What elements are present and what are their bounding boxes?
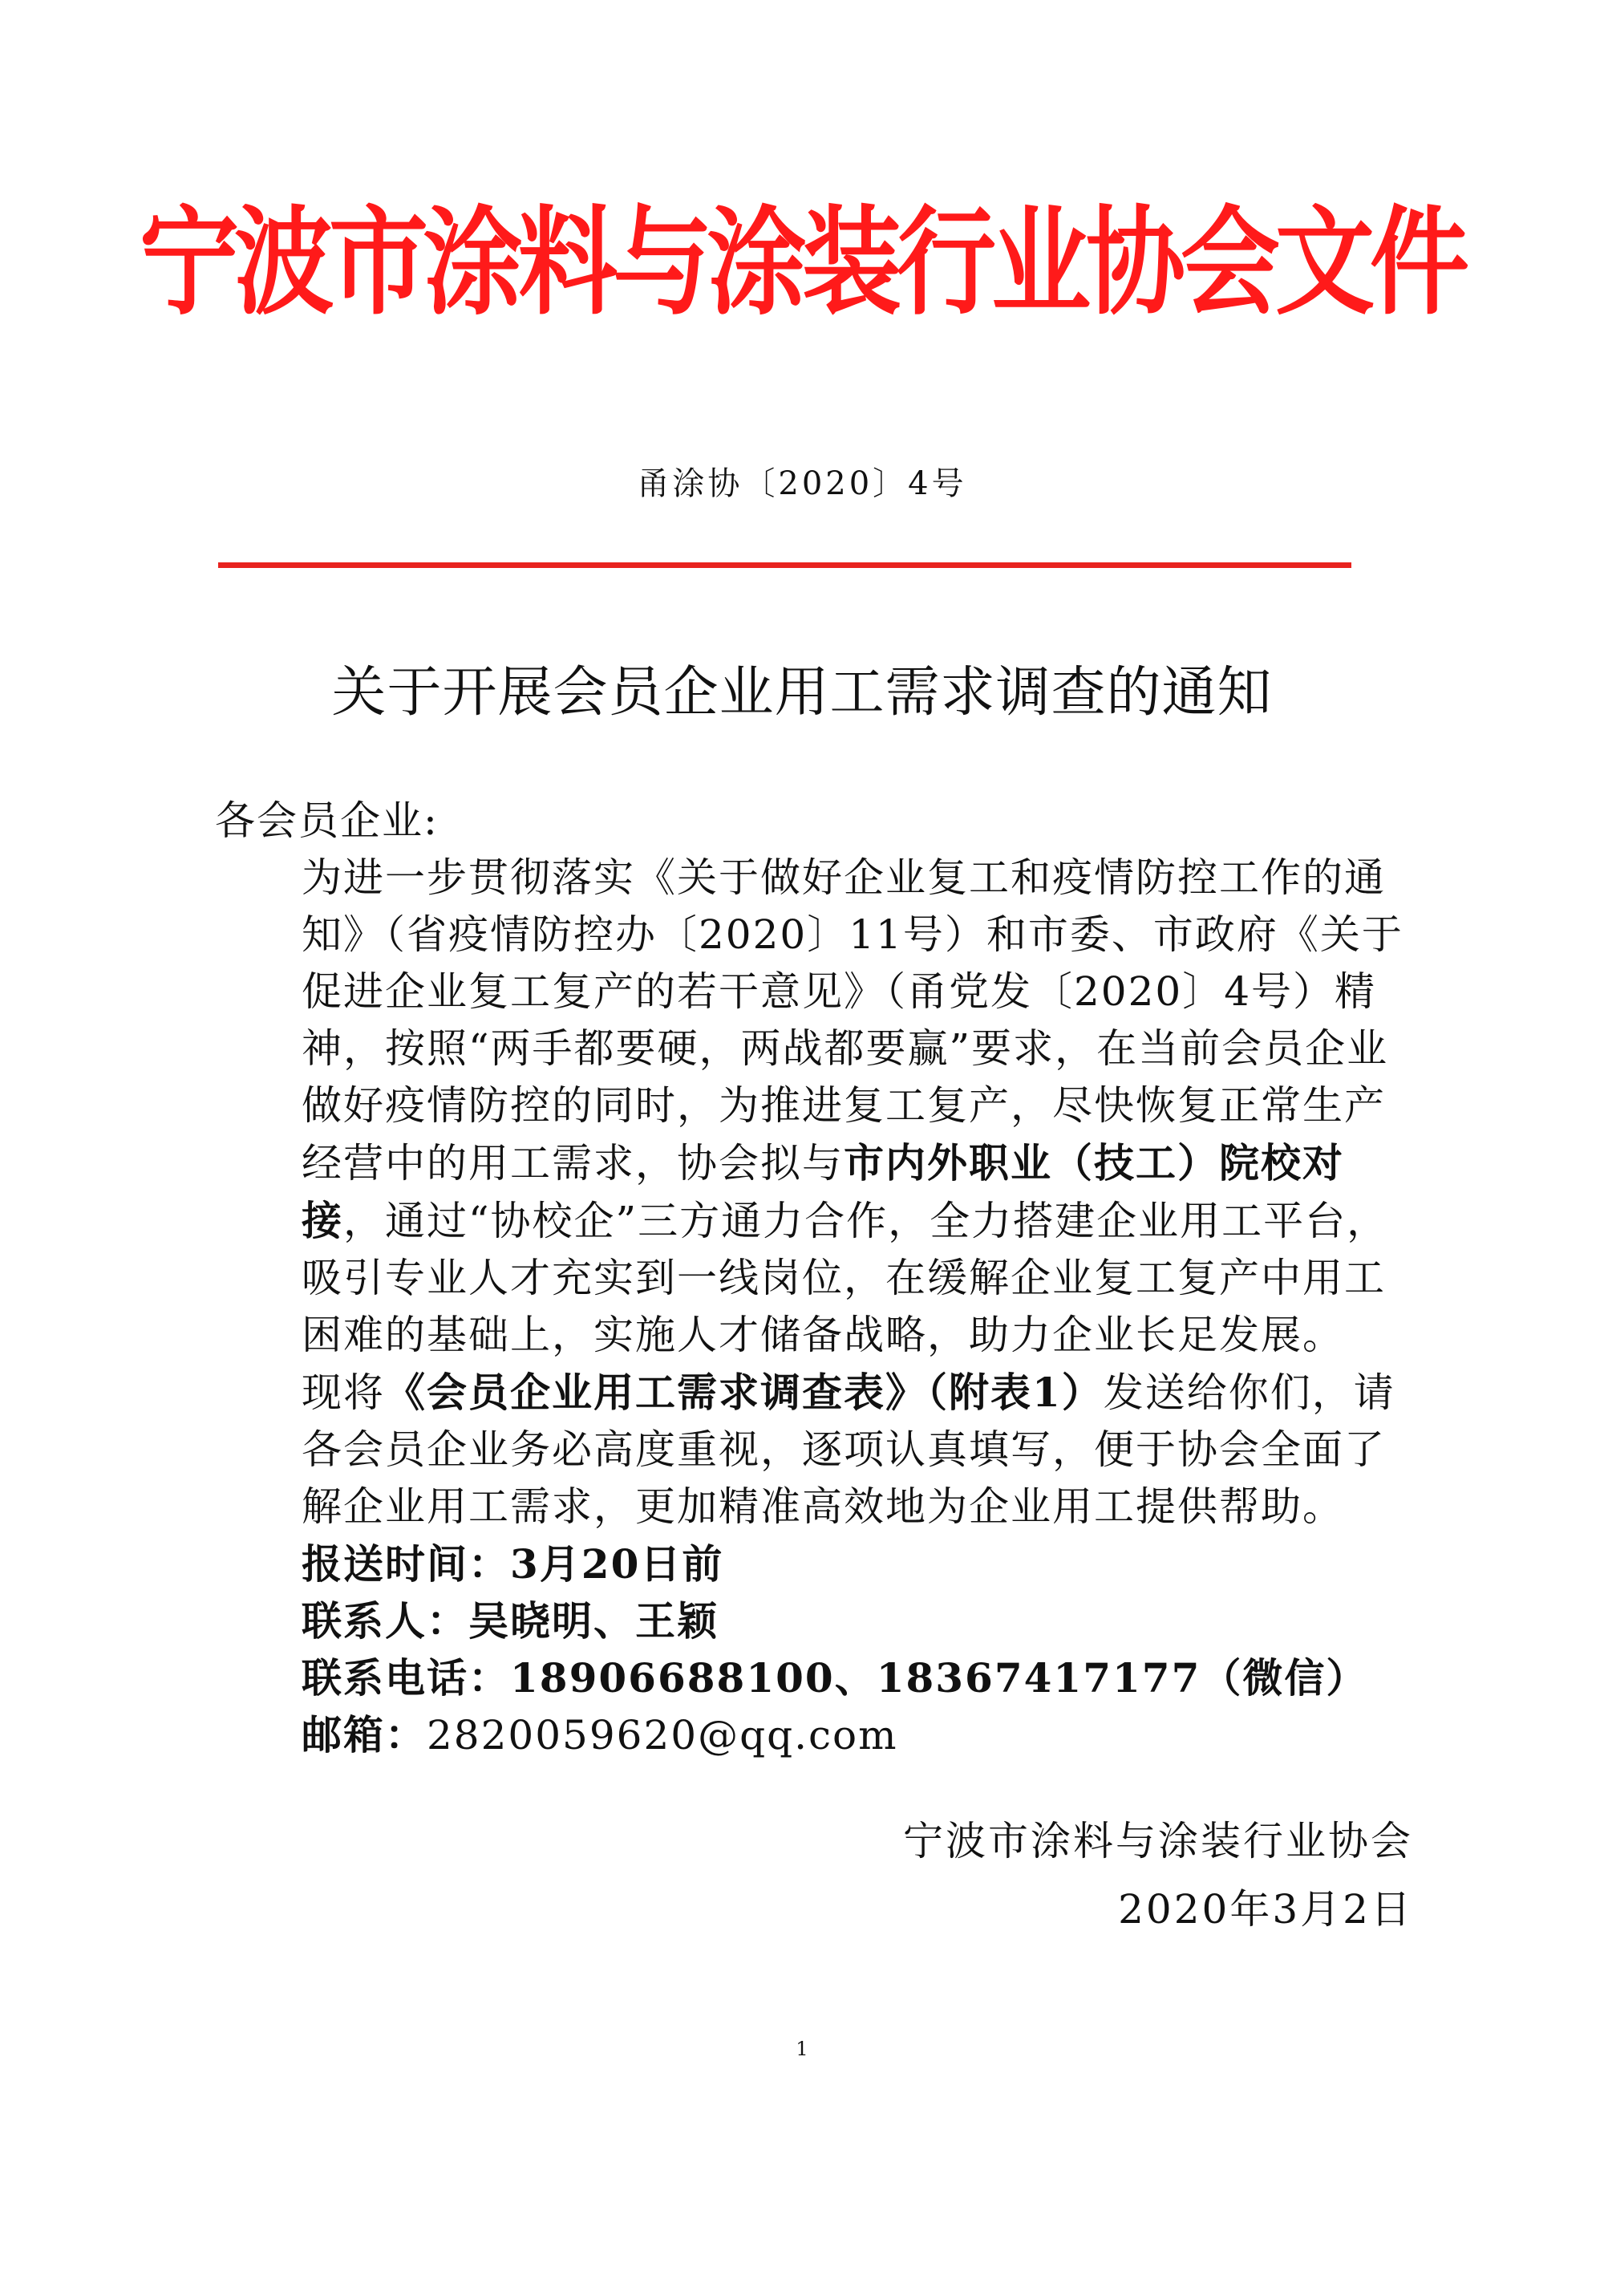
- paragraph-1: [215, 850, 1418, 1364]
- paragraph-2-text-a: 现将: [302, 1369, 385, 1416]
- email-label: 邮箱：: [302, 1711, 427, 1759]
- document-number: 甬涂协〔2020〕4号: [637, 465, 967, 502]
- paragraph-2: [215, 1364, 1418, 1535]
- paragraph-1-text-a: 为进一步贯彻落实《关于做好企业复工和疫情防控工作的通知》（省疫情防控办〔2020〕11号）和市委、市政府《关于促进企业复工复产的若干意见》（甬党发〔2020〕4号）精神，按照“两手都要硬，两战都要赢”要求，在当前会员企业做好疫情防控的同时，为推进复工复产，尽快恢复正常生产经营中的用工需求，协会拟与: [302, 854, 1404, 1187]
- contact-person-line: [215, 1592, 1418, 1649]
- deadline-line: [215, 1535, 1418, 1592]
- phone-label: 联系电话：: [302, 1654, 510, 1702]
- contact-label: 联系人：: [302, 1597, 468, 1645]
- survey-form-title: 《会员企业用工需求调查表》（附表1）: [385, 1369, 1104, 1416]
- red-divider-line: [218, 562, 1351, 568]
- contact-value: 吴晓明、王颖: [468, 1597, 719, 1645]
- salutation: 各会员企业:: [215, 797, 439, 844]
- paragraph-1-text-c: ，通过“协校企”三方通力合作，全力搭建企业用工平台，吸引专业人才充实到一线岗位，在缓解企业复工复产中用工困难的基础上，实施人才储备战略，助力企业长足发展。: [302, 1198, 1389, 1358]
- notice-title: 关于开展会员企业用工需求调查的通知: [331, 661, 1273, 724]
- paragraph-2-text-c: 发送给你们，请各会员企业务必高度重视，逐项认真填写，便于协会全面了解企业用工需求，更加精准高效地为企业用工提供帮助。: [302, 1369, 1395, 1530]
- paragraph-1-emphasis: 市内外职业（技工）院校对接: [302, 1139, 1344, 1244]
- page-number: 1: [796, 2038, 808, 2060]
- notice-body: [215, 793, 1418, 1764]
- deadline-value: 3月20日前: [510, 1540, 724, 1588]
- signature-date: 2020年3月2日: [1118, 1886, 1413, 1933]
- email-value: 2820059620@qq.com: [427, 1712, 898, 1759]
- signature-organization: 宁波市涂料与涂装行业协会: [903, 1818, 1413, 1864]
- phone-value: 18906688100、18367417177（微信）: [510, 1654, 1368, 1702]
- issuer-header: 宁波市涂料与涂装行业协会文件: [139, 195, 1464, 332]
- deadline-label: 报送时间：: [302, 1540, 510, 1588]
- phone-line: [215, 1649, 1418, 1706]
- email-line: [215, 1706, 1418, 1764]
